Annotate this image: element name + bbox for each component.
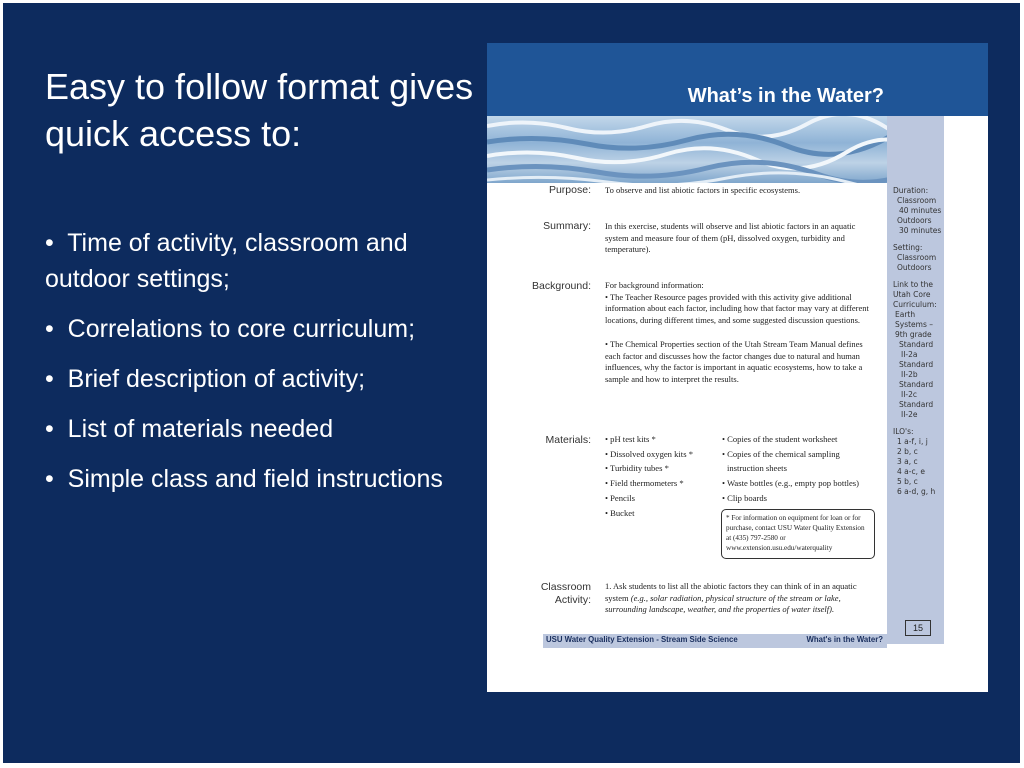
sidebar-text — [893, 186, 945, 504]
material-item: • Field thermometers * — [605, 478, 684, 489]
label-line: Activity: — [554, 594, 591, 606]
sidebar-line: Standard — [899, 340, 934, 349]
sidebar-line: Outdoors — [897, 263, 932, 272]
sidebar-line: Duration: — [893, 186, 929, 195]
purpose-label: Purpose: — [548, 184, 591, 196]
summary-text: In this exercise, students will observe and list abiotic factors in an aquatic system and measure four of them (pH, dissolved oxygen, turbidity and temperature). — [605, 221, 856, 255]
classroom-activity-text — [605, 581, 880, 616]
setting-block — [893, 243, 945, 273]
bullet-item — [45, 461, 485, 497]
bullet-marker: • — [45, 365, 54, 393]
sidebar-line: II-2c — [901, 390, 918, 399]
bullet-marker: • — [45, 465, 54, 493]
sidebar-line: Standard — [899, 380, 934, 389]
sidebar-line: Standard — [899, 360, 934, 369]
material-item: • pH test kits * — [605, 434, 656, 444]
footer-right: What's in the Water? — [806, 635, 883, 644]
page-banner — [487, 43, 988, 116]
water-photo — [487, 116, 944, 183]
sidebar-line: 6 a-d, g, h — [897, 487, 936, 496]
bullet-text: List of materials needed — [67, 415, 334, 443]
document-page-image — [487, 43, 988, 692]
page-title: What’s in the Water? — [687, 85, 884, 107]
bullet-item — [45, 225, 485, 297]
bullet-marker: • — [45, 315, 54, 343]
sidebar-line: Outdoors — [897, 216, 932, 225]
sidebar-line: II-2b — [901, 370, 918, 379]
sidebar-line: Setting: — [893, 243, 923, 252]
sidebar-line: Standard — [899, 400, 934, 409]
materials-list-right — [722, 432, 884, 506]
sidebar-line: 9th grade — [895, 330, 932, 339]
bullet-marker: • — [45, 415, 54, 443]
sidebar-line: II-2a — [901, 350, 918, 359]
bullet-list — [45, 225, 485, 511]
bullet-text: Time of activity, classroom and outdoor settings; — [45, 229, 408, 293]
purpose-text: To observe and list abiotic factors in specific ecosystems. — [605, 185, 801, 195]
summary-label: Summary: — [543, 220, 591, 232]
background-paragraph: • The Chemical Properties section of the Utah Stream Team Manual defines each factor and discusses how the factor changes due to natural and human influences, why the factor is important in aquatic ecosystems, how to take a sample and how to interpret the results. — [605, 338, 863, 384]
label-line: Classroom — [540, 581, 591, 593]
sidebar-line: 3 a, c — [897, 457, 918, 466]
bullet-item — [45, 411, 485, 447]
material-item: instruction sheets — [727, 463, 787, 474]
background-label: Background: — [532, 280, 591, 292]
material-item: • Turbidity tubes * — [605, 463, 669, 474]
background-intro: For background information: — [605, 280, 704, 290]
slide-heading: Easy to follow format gives quick access to: — [45, 66, 474, 154]
bullet-item — [45, 361, 485, 397]
material-item: • Waste bottles (e.g., empty pop bottles) — [722, 478, 860, 489]
sidebar-line: 40 minutes — [899, 206, 942, 215]
curriculum-block — [893, 280, 945, 420]
sidebar-line: 2 b, c — [897, 447, 918, 456]
sidebar-line: Classroom — [897, 253, 937, 262]
materials-list-left — [605, 432, 725, 520]
sidebar-line: Utah Core — [893, 290, 931, 299]
sidebar-line: ILO's: — [893, 427, 914, 436]
bullet-item — [45, 311, 485, 347]
ilo-block — [893, 427, 945, 497]
sidebar-line: Link to the — [893, 280, 933, 289]
duration-block — [893, 186, 945, 236]
equipment-note: * For information on equipment for loan or for purchase, contact USU Water Quality Extension at (435) 797-2580 or www.extension.usu.edu/waterquality — [721, 509, 875, 559]
bullet-text: Brief description of activity; — [67, 365, 366, 393]
bullet-text: Simple class and field instructions — [67, 465, 443, 493]
material-item: • Copies of the chemical sampling — [722, 448, 840, 459]
sidebar-line: 1 a-f, i, j — [897, 437, 928, 446]
material-item: • Bucket — [605, 507, 635, 518]
sidebar-line: Earth — [895, 310, 916, 319]
background-paragraph: • The Teacher Resource pages provided with this activity give additional information about each factor, including how that factor may vary at different locations, during different times, and some suggested discussion questions. — [605, 291, 869, 326]
material-item: • Dissolved oxygen kits * — [605, 448, 693, 459]
page-footer — [543, 634, 887, 648]
material-item: • Clip boards — [722, 492, 768, 503]
sidebar-line: 5 b, c — [897, 477, 918, 486]
classroom-activity-label — [489, 581, 591, 607]
sidebar-line: II-2e — [901, 410, 918, 419]
bullet-marker: • — [45, 229, 54, 257]
activity-step-examples: (e.g., solar radiation, physical structure of the stream or lake, surrounding landscape, weather, and the properties of water itself). — [605, 592, 841, 615]
activity-step: 1. Ask students to list all the abiotic factors they can think of in an aquatic system — [605, 581, 857, 603]
sidebar-line: 4 a-c, e — [897, 467, 925, 476]
sidebar-line: 30 minutes — [899, 226, 942, 235]
sidebar-line: Systems – — [895, 320, 934, 329]
material-item: • Pencils — [605, 492, 635, 503]
page-number: 15 — [905, 620, 931, 636]
material-item: • Copies of the student worksheet — [722, 434, 838, 444]
footer-left: USU Water Quality Extension - Stream Side Science — [546, 635, 738, 644]
background-text — [605, 280, 880, 386]
bullet-text: Correlations to core curriculum; — [67, 315, 416, 343]
materials-label: Materials: — [545, 434, 591, 446]
sidebar-line: Classroom — [897, 196, 937, 205]
sidebar-line: Curriculum: — [893, 300, 937, 309]
